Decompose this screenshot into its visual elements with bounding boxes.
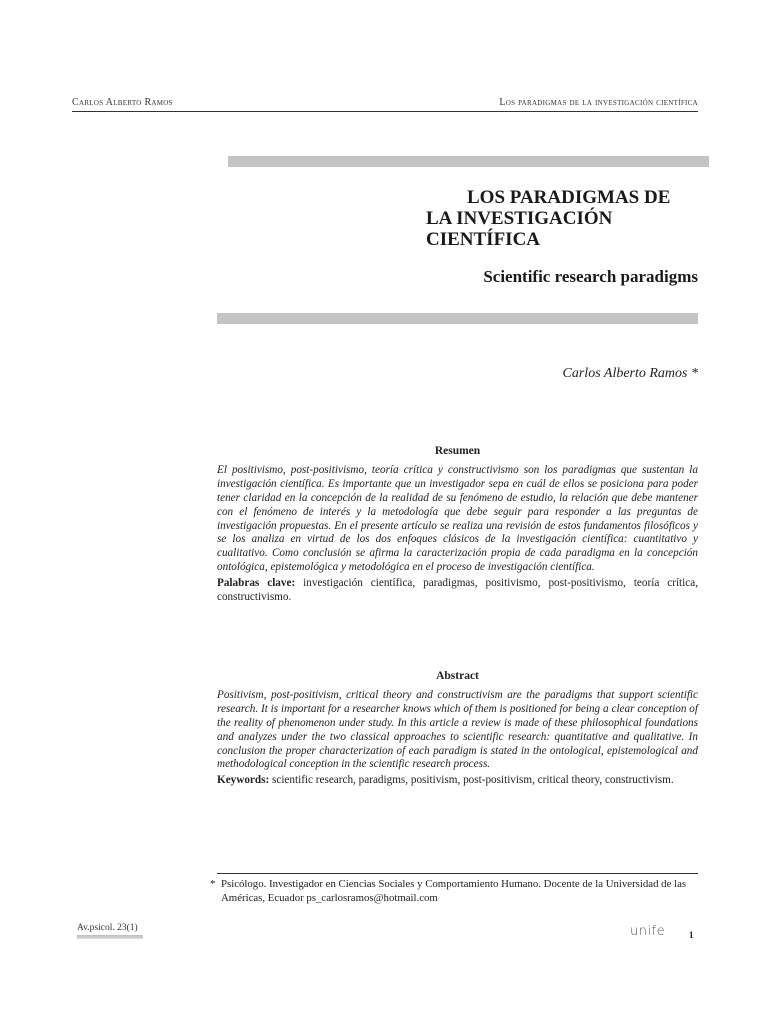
- author-name: Carlos Alberto Ramos *: [562, 366, 698, 381]
- article-title: [426, 187, 698, 250]
- keywords-text: scientific research, paradigms, positivism, post-positivism, critical theory, constructivism.: [272, 774, 674, 787]
- publisher-logo: unife: [630, 924, 666, 939]
- running-head-title: Los paradigmas de la investigación científica: [499, 97, 698, 108]
- resumen-section: [217, 445, 698, 605]
- keywords: [217, 774, 698, 788]
- page-number: 1: [689, 930, 694, 940]
- title-top-bar: [228, 156, 709, 167]
- abstract-heading: Abstract: [436, 670, 479, 682]
- header-divider: [72, 111, 698, 112]
- resumen-body: El positivismo, post-positivismo, teoría crítica y constructivismo son los paradigmas que sustentan la investigación científica. Es importante que un investigador sepa en cuál de ellos se posiciona para poder tener claridad en la concepción de la realidad de su fenómeno de estudio, la relación que debe mantener con el fenómeno de interés y la metodología que debe seguir para responder a las preguntas de investigación propuestas. En el presente artículo se realiza una revisión de estos fundamentos filosóficos y se los analiza en virtud de los dos enfoques clásicos de la investigación científica: cuantitativo y cualitativo. Como conclusión se afirma la caracterización propia de cada paradigma en la concepción ontológica, epistemológica y metodológica en el proceso de investigación científica.: [217, 463, 698, 574]
- keywords-label: Keywords:: [217, 774, 270, 787]
- journal-subline: [77, 935, 143, 939]
- abstract-section: [217, 670, 698, 788]
- article-title-line-1: LOS PARADIGMAS DE: [467, 187, 671, 208]
- article-title-line-3: CIENTÍFICA: [426, 229, 541, 250]
- article-subtitle: Scientific research paradigms: [483, 267, 698, 286]
- abstract-body: Positivism, post-positivism, critical theory and constructivism are the paradigms that support scientific research. It is important for a researcher knows which of them is positioned for being a clear conception of the reality of phenomenon under study. In this article a review is made of these philosophical foundations and analyzes under the two classical approaches to scientific research: quantitative and qualitative. In conclusion the proper characterization of each paradigm is stated in the ontological, epistemological and methodological conception in the scientific research process.: [217, 688, 698, 771]
- palabras-clave-text: investigación científica, paradigmas, positivismo, post-positivismo, teoría crítica, constructivismo.: [217, 577, 698, 604]
- palabras-clave: [217, 577, 698, 605]
- running-head-author: Carlos Alberto Ramos: [72, 97, 173, 108]
- title-bottom-bar: [217, 313, 698, 324]
- footnote-text: Psicólogo. Investigador en Ciencias Sociales y Comportamiento Humano. Docente de la Universidad de las Américas, Ecuador ps_carlosramos@hotmail.com: [221, 878, 687, 904]
- resumen-heading: Resumen: [434, 445, 481, 457]
- journal-reference: Av.psicol. 23(1): [77, 923, 138, 933]
- palabras-clave-label: Palabras clave:: [217, 577, 296, 590]
- author-footnote: [210, 877, 700, 905]
- article-title-line-2: LA INVESTIGACIÓN: [426, 208, 613, 229]
- footnote-mark: *: [210, 878, 216, 890]
- footnote-divider: [217, 873, 698, 874]
